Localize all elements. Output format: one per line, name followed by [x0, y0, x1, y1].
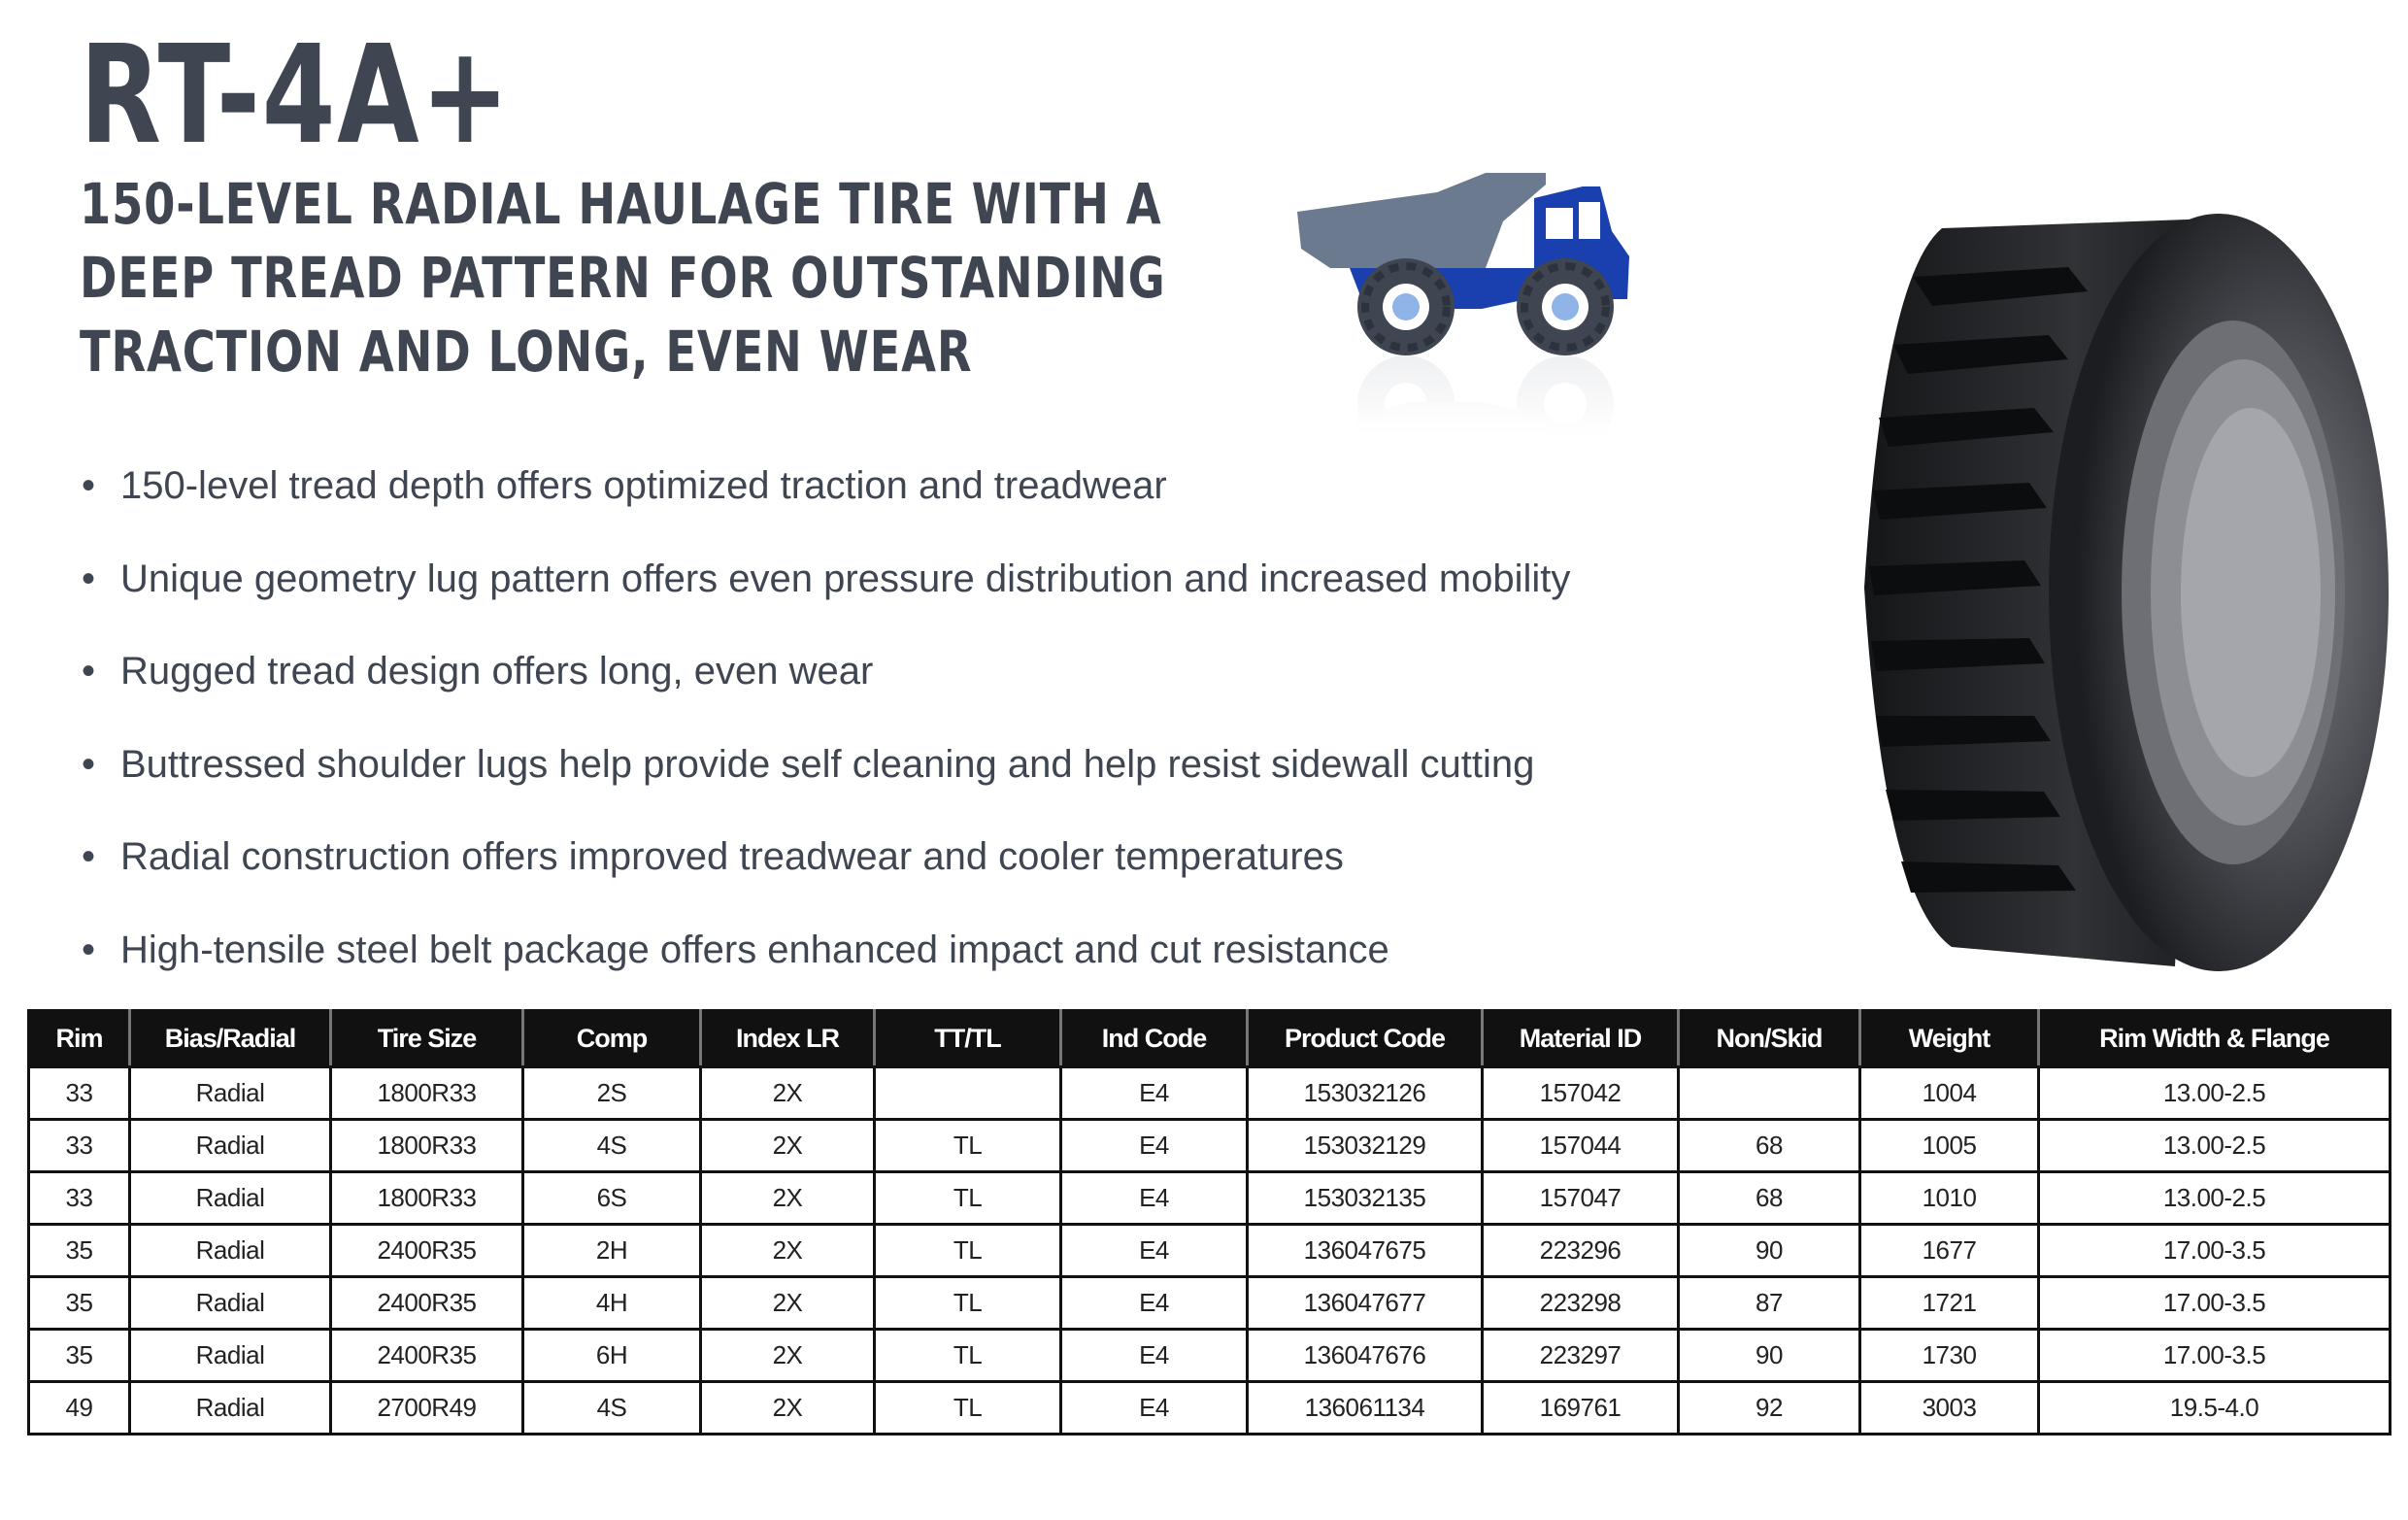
- table-cell: TL: [875, 1172, 1061, 1225]
- table-cell: 223296: [1483, 1225, 1679, 1277]
- table-cell: 2X: [701, 1067, 875, 1120]
- table-cell: [875, 1067, 1061, 1120]
- product-title: RT-4A+: [80, 17, 512, 175]
- table-cell: TL: [875, 1382, 1061, 1435]
- table-cell: 90: [1679, 1330, 1860, 1382]
- table-row: [29, 1277, 2391, 1330]
- table-cell: E4: [1061, 1382, 1248, 1435]
- table-cell: 68: [1679, 1120, 1860, 1172]
- table-cell: Radial: [130, 1172, 331, 1225]
- table-cell: 2X: [701, 1172, 875, 1225]
- subtitle-line: 150-LEVEL RADIAL HAULAGE TIRE WITH A: [80, 171, 1162, 237]
- table-cell: E4: [1061, 1120, 1248, 1172]
- table-cell: 136061134: [1248, 1382, 1483, 1435]
- table-cell: Radial: [130, 1277, 331, 1330]
- table-cell: 3003: [1860, 1382, 2039, 1435]
- bullet-dot: •: [82, 835, 96, 878]
- table-cell: Radial: [130, 1382, 331, 1435]
- table-cell: Radial: [130, 1330, 331, 1382]
- feature-item: [76, 456, 1570, 550]
- haul-truck-icon: [1291, 163, 1660, 435]
- column-header: Product Code: [1248, 1011, 1483, 1067]
- table-cell: 33: [29, 1120, 130, 1172]
- spec-table: [27, 1009, 2391, 1436]
- table-cell: [1679, 1067, 1860, 1120]
- feature-item: [76, 828, 1570, 921]
- table-row: [29, 1330, 2391, 1382]
- table-cell: 223298: [1483, 1277, 1679, 1330]
- table-cell: E4: [1061, 1172, 1248, 1225]
- table-cell: TL: [875, 1330, 1061, 1382]
- table-cell: 33: [29, 1067, 130, 1120]
- table-cell: 92: [1679, 1382, 1860, 1435]
- table-cell: TL: [875, 1277, 1061, 1330]
- table-cell: 1721: [1860, 1277, 2039, 1330]
- feature-text: Unique geometry lug pattern offers even pressure distribution and increased mobility: [120, 557, 1571, 600]
- table-cell: 17.00-3.5: [2039, 1277, 2391, 1330]
- bullet-dot: •: [82, 557, 96, 600]
- table-cell: E4: [1061, 1277, 1248, 1330]
- column-header: Rim Width & Flange: [2039, 1011, 2391, 1067]
- table-cell: 2700R49: [331, 1382, 523, 1435]
- table-cell: 68: [1679, 1172, 1860, 1225]
- table-cell: 223297: [1483, 1330, 1679, 1382]
- table-cell: 17.00-3.5: [2039, 1330, 2391, 1382]
- table-cell: Radial: [130, 1067, 331, 1120]
- table-cell: TL: [875, 1225, 1061, 1277]
- column-header: Weight: [1860, 1011, 2039, 1067]
- column-header: Tire Size: [331, 1011, 523, 1067]
- table-cell: Radial: [130, 1225, 331, 1277]
- table-cell: 87: [1679, 1277, 1860, 1330]
- table-cell: 153032126: [1248, 1067, 1483, 1120]
- table-cell: 1730: [1860, 1330, 2039, 1382]
- feature-item: [76, 921, 1570, 1014]
- table-cell: 4S: [523, 1120, 701, 1172]
- table-row: [29, 1382, 2391, 1435]
- table-row: [29, 1120, 2391, 1172]
- table-row: [29, 1225, 2391, 1277]
- table-cell: 2H: [523, 1225, 701, 1277]
- table-cell: 1004: [1860, 1067, 2039, 1120]
- feature-text: 150-level tread depth offers optimized traction and treadwear: [120, 464, 1167, 507]
- table-cell: 2X: [701, 1120, 875, 1172]
- tire-image: [1825, 199, 2389, 976]
- table-cell: 2S: [523, 1067, 701, 1120]
- table-cell: 6S: [523, 1172, 701, 1225]
- bullet-dot: •: [82, 464, 96, 507]
- bullet-dot: •: [82, 928, 96, 971]
- table-cell: 2X: [701, 1382, 875, 1435]
- table-cell: 2X: [701, 1330, 875, 1382]
- column-header: Comp: [523, 1011, 701, 1067]
- table-cell: 136047675: [1248, 1225, 1483, 1277]
- table-cell: 17.00-3.5: [2039, 1225, 2391, 1277]
- column-header: Ind Code: [1061, 1011, 1248, 1067]
- feature-text: Buttressed shoulder lugs help provide self cleaning and help resist sidewall cutting: [120, 742, 1535, 786]
- table-cell: 1800R33: [331, 1172, 523, 1225]
- table-cell: 169761: [1483, 1382, 1679, 1435]
- feature-item: [76, 550, 1570, 643]
- column-header: Rim: [29, 1011, 130, 1067]
- table-cell: 4H: [523, 1277, 701, 1330]
- bullet-dot: •: [82, 650, 96, 692]
- table-cell: 136047677: [1248, 1277, 1483, 1330]
- feature-list: [76, 456, 1570, 1013]
- table-cell: 136047676: [1248, 1330, 1483, 1382]
- table-cell: 33: [29, 1172, 130, 1225]
- table-row: [29, 1067, 2391, 1120]
- product-subtitle: [80, 167, 1437, 388]
- table-cell: 157042: [1483, 1067, 1679, 1120]
- table-cell: TL: [875, 1120, 1061, 1172]
- table-cell: 1005: [1860, 1120, 2039, 1172]
- table-cell: 35: [29, 1225, 130, 1277]
- table-cell: 13.00-2.5: [2039, 1067, 2391, 1120]
- table-cell: E4: [1061, 1330, 1248, 1382]
- table-cell: 2X: [701, 1277, 875, 1330]
- table-row: [29, 1172, 2391, 1225]
- truck-shape: [1297, 173, 1629, 355]
- table-cell: 35: [29, 1277, 130, 1330]
- subtitle-line: DEEP TREAD PATTERN FOR OUTSTANDING: [80, 245, 1166, 311]
- table-cell: 90: [1679, 1225, 1860, 1277]
- subtitle-line: TRACTION AND LONG, EVEN WEAR: [80, 319, 973, 385]
- feature-text: Radial construction offers improved treadwear and cooler temperatures: [120, 835, 1344, 878]
- table-cell: 1800R33: [331, 1120, 523, 1172]
- column-header: TT/TL: [875, 1011, 1061, 1067]
- feature-item: [76, 735, 1570, 828]
- table-cell: 49: [29, 1382, 130, 1435]
- feature-text: Rugged tread design offers long, even wear: [120, 650, 874, 692]
- table-cell: 157044: [1483, 1120, 1679, 1172]
- table-cell: 1800R33: [331, 1067, 523, 1120]
- table-header-row: [29, 1011, 2391, 1067]
- table-cell: 1010: [1860, 1172, 2039, 1225]
- table-cell: 2400R35: [331, 1330, 523, 1382]
- table-cell: 4S: [523, 1382, 701, 1435]
- table-cell: 35: [29, 1330, 130, 1382]
- feature-item: [76, 642, 1570, 735]
- table-cell: 13.00-2.5: [2039, 1172, 2391, 1225]
- table-cell: 153032129: [1248, 1120, 1483, 1172]
- table-cell: 6H: [523, 1330, 701, 1382]
- column-header: Bias/Radial: [130, 1011, 331, 1067]
- table-cell: 2400R35: [331, 1225, 523, 1277]
- table-cell: 153032135: [1248, 1172, 1483, 1225]
- table-cell: E4: [1061, 1067, 1248, 1120]
- table-cell: 1677: [1860, 1225, 2039, 1277]
- column-header: Index LR: [701, 1011, 875, 1067]
- column-header: Non/Skid: [1679, 1011, 1860, 1067]
- table-cell: E4: [1061, 1225, 1248, 1277]
- bullet-dot: •: [82, 742, 96, 786]
- table-cell: 157047: [1483, 1172, 1679, 1225]
- table-cell: 2400R35: [331, 1277, 523, 1330]
- feature-text: High-tensile steel belt package offers enhanced impact and cut resistance: [120, 928, 1389, 971]
- table-cell: Radial: [130, 1120, 331, 1172]
- column-header: Material ID: [1483, 1011, 1679, 1067]
- table-cell: 19.5-4.0: [2039, 1382, 2391, 1435]
- table-cell: 13.00-2.5: [2039, 1120, 2391, 1172]
- table-cell: 2X: [701, 1225, 875, 1277]
